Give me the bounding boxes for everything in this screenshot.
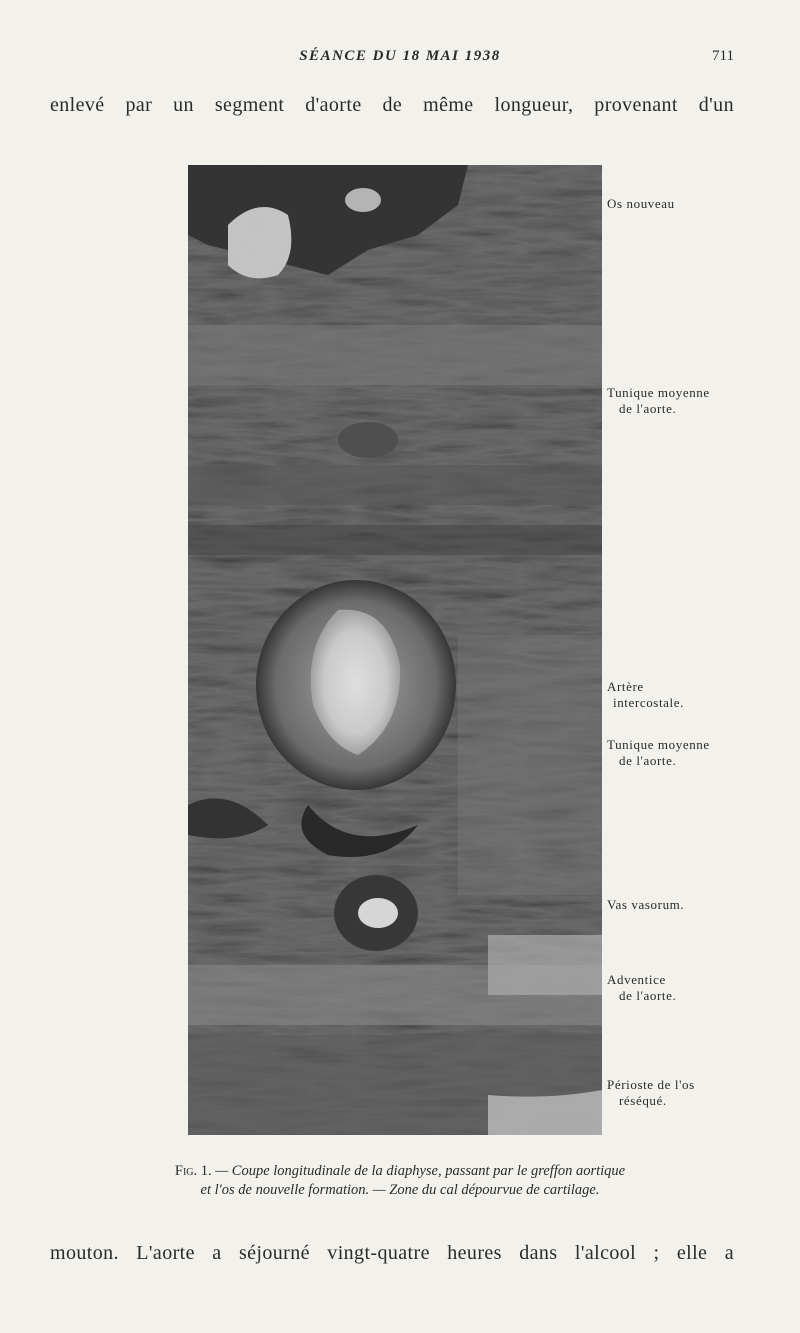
histology-micrograph	[188, 165, 602, 1135]
label-artere-intercostale	[607, 679, 684, 711]
figure-caption	[60, 1162, 740, 1200]
label-line2: de l'aorte.	[619, 753, 677, 768]
running-head: SÉANCE DU 18 MAI 1938	[299, 48, 501, 64]
micrograph-image	[188, 165, 602, 1135]
label-tunique-moyenne-1	[607, 385, 710, 417]
figure-number: Fig. 1.	[174, 1163, 212, 1179]
page-number: 711	[712, 48, 734, 64]
caption-text1: — Coupe longitudinale de la diaphyse, passant par le greffon aortique	[211, 1163, 626, 1179]
page-header	[0, 48, 800, 72]
label-line1: Adventice	[607, 972, 666, 987]
label-tunique-moyenne-2	[607, 737, 710, 769]
body-text-line-top: enlevé par un segment d'aorte de même longueur, provenant d'un	[50, 94, 734, 116]
body-text-line-bottom: mouton. L'aorte a séjourné vingt-quatre heures dans l'alcool ; elle a	[50, 1242, 734, 1264]
label-line2: intercostale.	[613, 695, 684, 710]
label-perioste	[607, 1077, 695, 1109]
label-line2: de l'aorte.	[619, 988, 677, 1003]
label-line1: Tunique moyenne	[607, 737, 710, 752]
label-line1: Tunique moyenne	[607, 385, 710, 400]
label-vas-vasorum	[607, 897, 684, 913]
label-line2: réséqué.	[619, 1093, 667, 1108]
label-line1: Artère	[607, 679, 644, 694]
label-line2: de l'aorte.	[619, 401, 677, 416]
label-os-nouveau	[607, 196, 675, 212]
caption-line2: et l'os de nouvelle formation. — Zone du cal dépourvue de cartilage.	[200, 1182, 600, 1198]
label-line1: Vas vasorum.	[607, 897, 685, 912]
label-line1: Os nouveau	[607, 196, 675, 211]
label-line1: Périoste de l'os	[607, 1077, 695, 1092]
label-adventice	[607, 972, 676, 1004]
caption-line1	[60, 1162, 740, 1181]
